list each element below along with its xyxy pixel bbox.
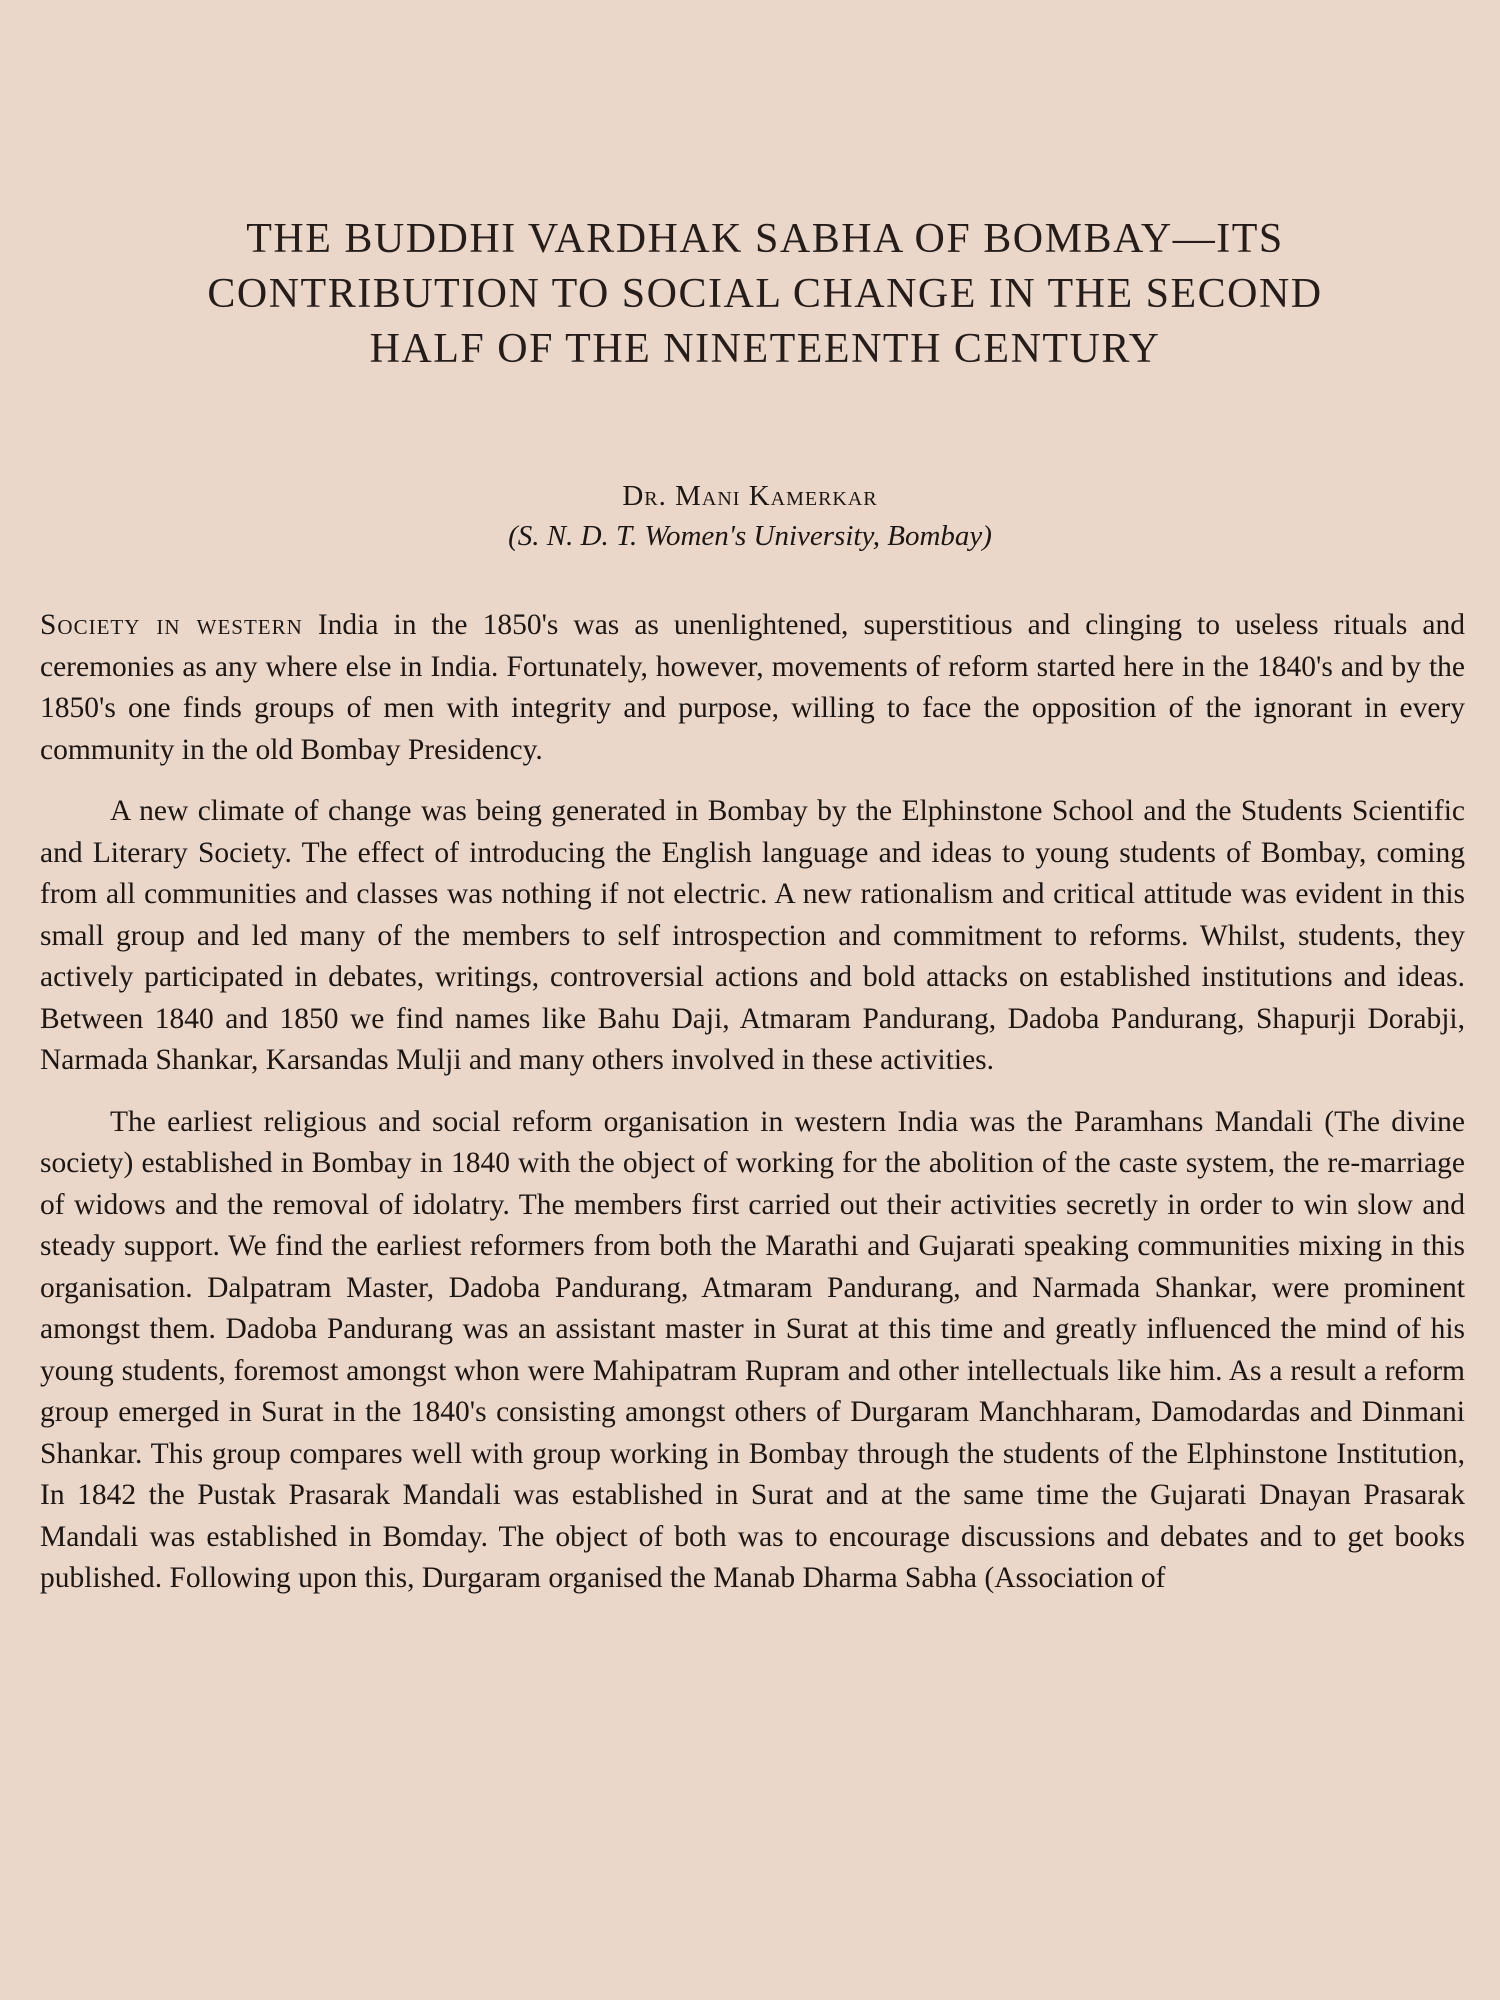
paragraph-1 [40, 605, 1465, 771]
paragraph-3: The earliest religious and social reform organisation in western India was the Paramhans Mandali (The divine society) established in Bombay in 1840 with the object of working for the abolition of the caste system, the re-marriage of widows and the removal of idolatry. The members first carried out their activities secretly in order to win slow and steady support. We find the earliest reformers from both the Marathi and Gujarati speaking communities mixing in this organisation. Dalpatram Master, Dadoba Pandurang, Atmaram Pandurang, and Narmada Shankar, were prominent amongst them. Dadoba Pandurang was an assistant master in Surat at this time and greatly influenced the mind of his young students, foremost amongst whon were Mahipatram Rupram and other intellectuals like him. As a result a reform group emerged in Surat in the 1840's consisting amongst others of Durgaram Manchharam, Damodardas and Dinmani Shankar. This group compares well with group working in Bombay through the students of the Elphinstone Institution, In 1842 the Pustak Prasarak Mandali was established in Surat and at the same time the Gujarati Dnayan Prasarak Mandali was established in Bomday. The object of both was to encourage discussions and debates and to get books published. Following upon this, Durgaram organised the Manab Dharma Sabha (Association of [40, 1105, 1465, 1594]
article-body [40, 605, 1465, 1620]
title-line-2: CONTRIBUTION TO SOCIAL CHANGE IN THE SECOND [207, 271, 1323, 317]
paragraph-2: A new climate of change was being generated in Bombay by the Elphinstone School and the Students Scientific and Literary Society. The effect of introducing the English language and ideas to young students of Bombay, coming from all communities and classes was nothing if not electric. A new rationalism and critical attitude was evident in this small group and led many of the members to self introspection and commitment to reforms. Whilst, students, they actively participated in debates, writings, controversial actions and bold attacks on established institutions and ideas. Between 1840 and 1850 we find names like Bahu Daji, Atmaram Pandurang, Dadoba Pandurang, Shapurji Dorabji, Narmada Shankar, Karsandas Mulji and many others involved in these activities. [40, 795, 1465, 1076]
author-name: Dr. Mani Kamerkar [622, 480, 878, 512]
author-affiliation: (S. N. D. T. Women's University, Bombay) [508, 520, 992, 552]
article-title [100, 212, 1430, 377]
title-line-3: HALF OF THE NINETEENTH CENTURY [369, 326, 1161, 372]
paragraph-lead-in: Society in western [40, 609, 303, 641]
paragraph-1-text: India in the 1850's was as unenlightened, superstitious and clinging to useless rituals and ceremonies as any where else in India. Fortunately, however, movements of reform started here in the 1840's and by the 1850's one finds groups of men with integrity and purpose, willing to face the opposition of the ignorant in every community in the old Bombay Presidency. [40, 609, 1465, 766]
title-line-1: THE BUDDHI VARDHAK SABHA OF BOMBAY—ITS [246, 216, 1284, 262]
